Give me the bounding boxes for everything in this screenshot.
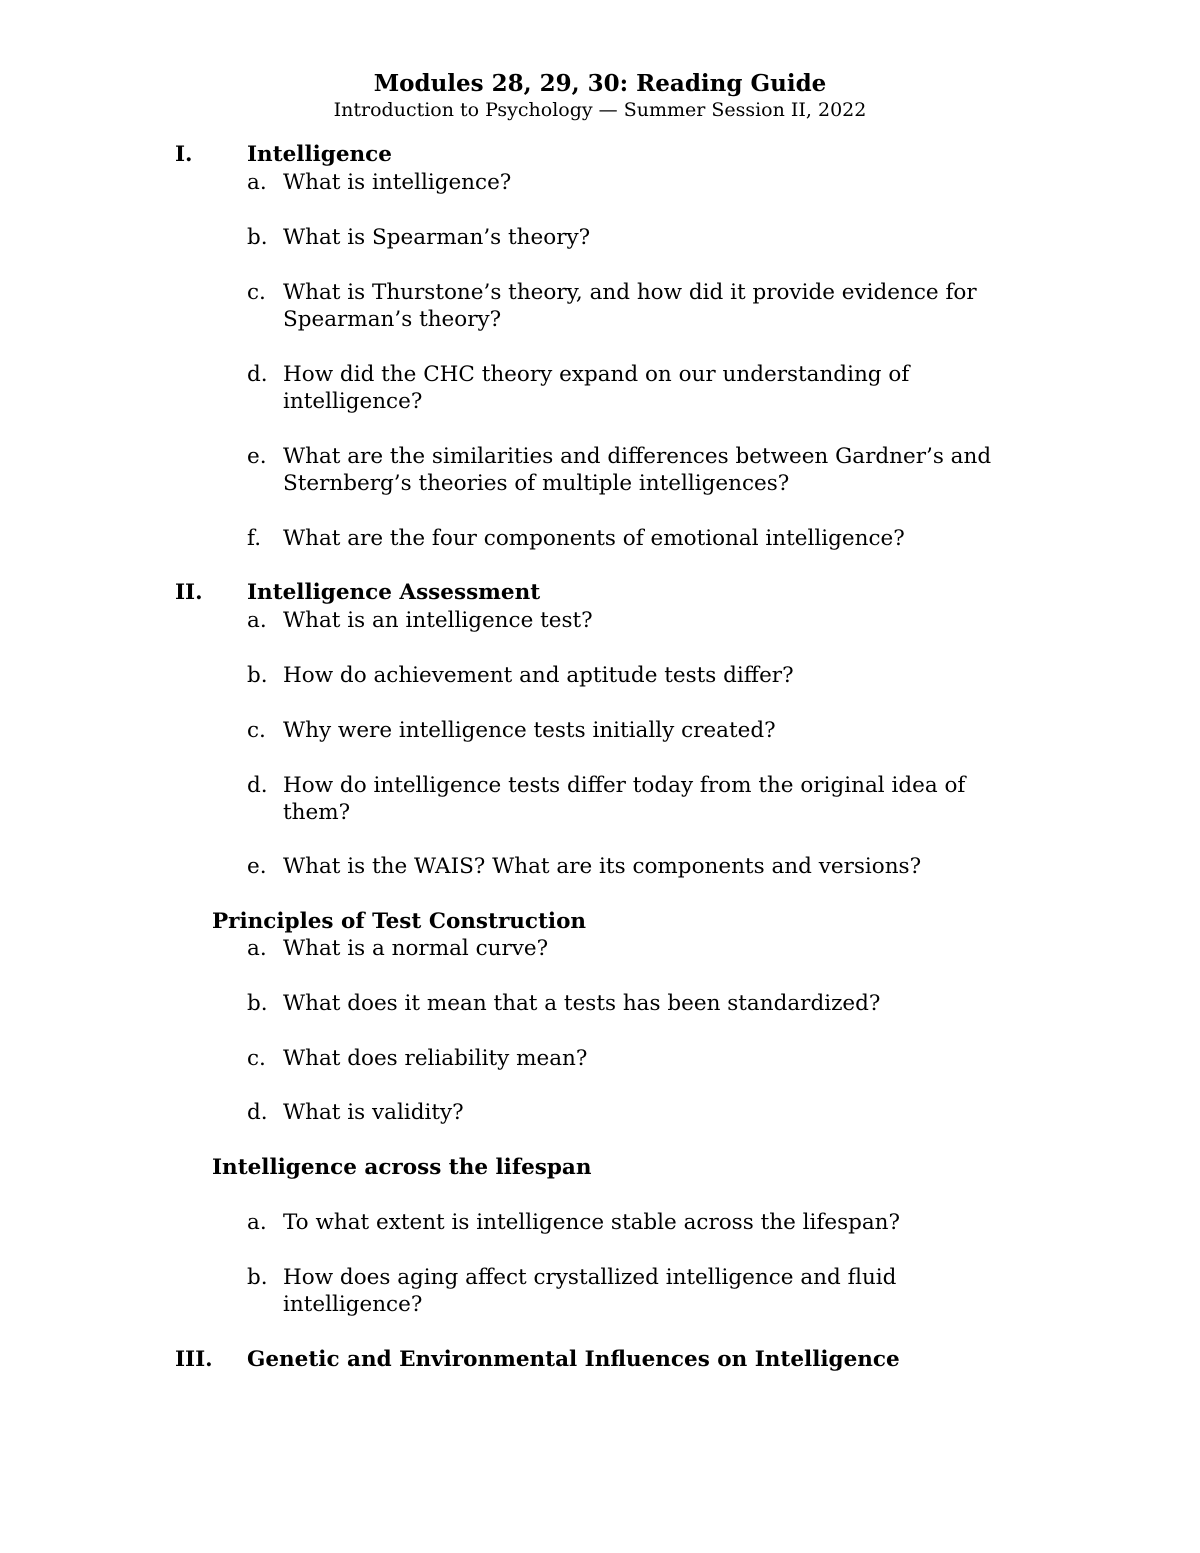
question-text: What are the similarities and differences between Gardner’s and	[283, 444, 992, 469]
question-text: What is validity?	[283, 1100, 464, 1125]
question-text-continued: intelligence?	[283, 1292, 423, 1317]
item-letter: c.	[247, 1046, 266, 1071]
question-text-continued: intelligence?	[283, 389, 423, 414]
item-letter: e.	[247, 854, 267, 879]
question-text: What does reliability mean?	[283, 1046, 588, 1071]
item-letter: c.	[247, 280, 266, 305]
document-title: Modules 28, 29, 30: Reading Guide	[373, 70, 827, 97]
section-heading: Intelligence Assessment	[247, 580, 541, 605]
question-text: What is the WAIS? What are its components and versions?	[283, 854, 922, 879]
subsection-heading: Intelligence across the lifespan	[212, 1155, 592, 1180]
item-letter: a.	[247, 936, 267, 961]
question-text: How do intelligence tests differ today from the original idea of	[283, 773, 966, 798]
question-text-continued: Sternberg’s theories of multiple intelligences?	[283, 471, 790, 496]
question-text: Why were intelligence tests initially created?	[283, 718, 776, 743]
document-subtitle: Introduction to Psychology — Summer Session II, 2022	[333, 99, 867, 121]
item-letter: e.	[247, 444, 267, 469]
question-text: How does aging affect crystallized intelligence and fluid	[283, 1265, 897, 1290]
item-letter: b.	[247, 663, 268, 688]
question-text: How do achievement and aptitude tests differ?	[283, 663, 794, 688]
section-numeral: II.	[175, 580, 203, 605]
item-letter: a.	[247, 1210, 267, 1235]
item-letter: a.	[247, 608, 267, 633]
item-letter: d.	[247, 1100, 268, 1125]
section-numeral: III.	[175, 1347, 213, 1372]
question-text: What is intelligence?	[283, 170, 512, 195]
question-text: What is a normal curve?	[283, 936, 549, 961]
question-text: To what extent is intelligence stable across the lifespan?	[283, 1210, 901, 1235]
item-letter: a.	[247, 170, 267, 195]
item-letter: b.	[247, 225, 268, 250]
item-letter: b.	[247, 1265, 268, 1290]
item-letter: f.	[247, 526, 262, 551]
section-heading: Intelligence	[247, 142, 392, 167]
section-numeral: I.	[175, 142, 193, 167]
item-letter: b.	[247, 991, 268, 1016]
section-heading: Genetic and Environmental Influences on Intelligence	[247, 1347, 900, 1372]
question-text-continued: them?	[283, 800, 351, 825]
item-letter: d.	[247, 773, 268, 798]
question-text: What does it mean that a tests has been standardized?	[283, 991, 881, 1016]
question-text: What is an intelligence test?	[283, 608, 593, 633]
question-text: What are the four components of emotional intelligence?	[283, 526, 905, 551]
item-letter: c.	[247, 718, 266, 743]
question-text: How did the CHC theory expand on our understanding of	[283, 362, 910, 387]
question-text-continued: Spearman’s theory?	[283, 307, 502, 332]
subsection-heading: Principles of Test Construction	[212, 909, 587, 934]
question-text: What is Thurstone’s theory, and how did it provide evidence for	[283, 280, 977, 305]
question-text: What is Spearman’s theory?	[283, 225, 591, 250]
item-letter: d.	[247, 362, 268, 387]
